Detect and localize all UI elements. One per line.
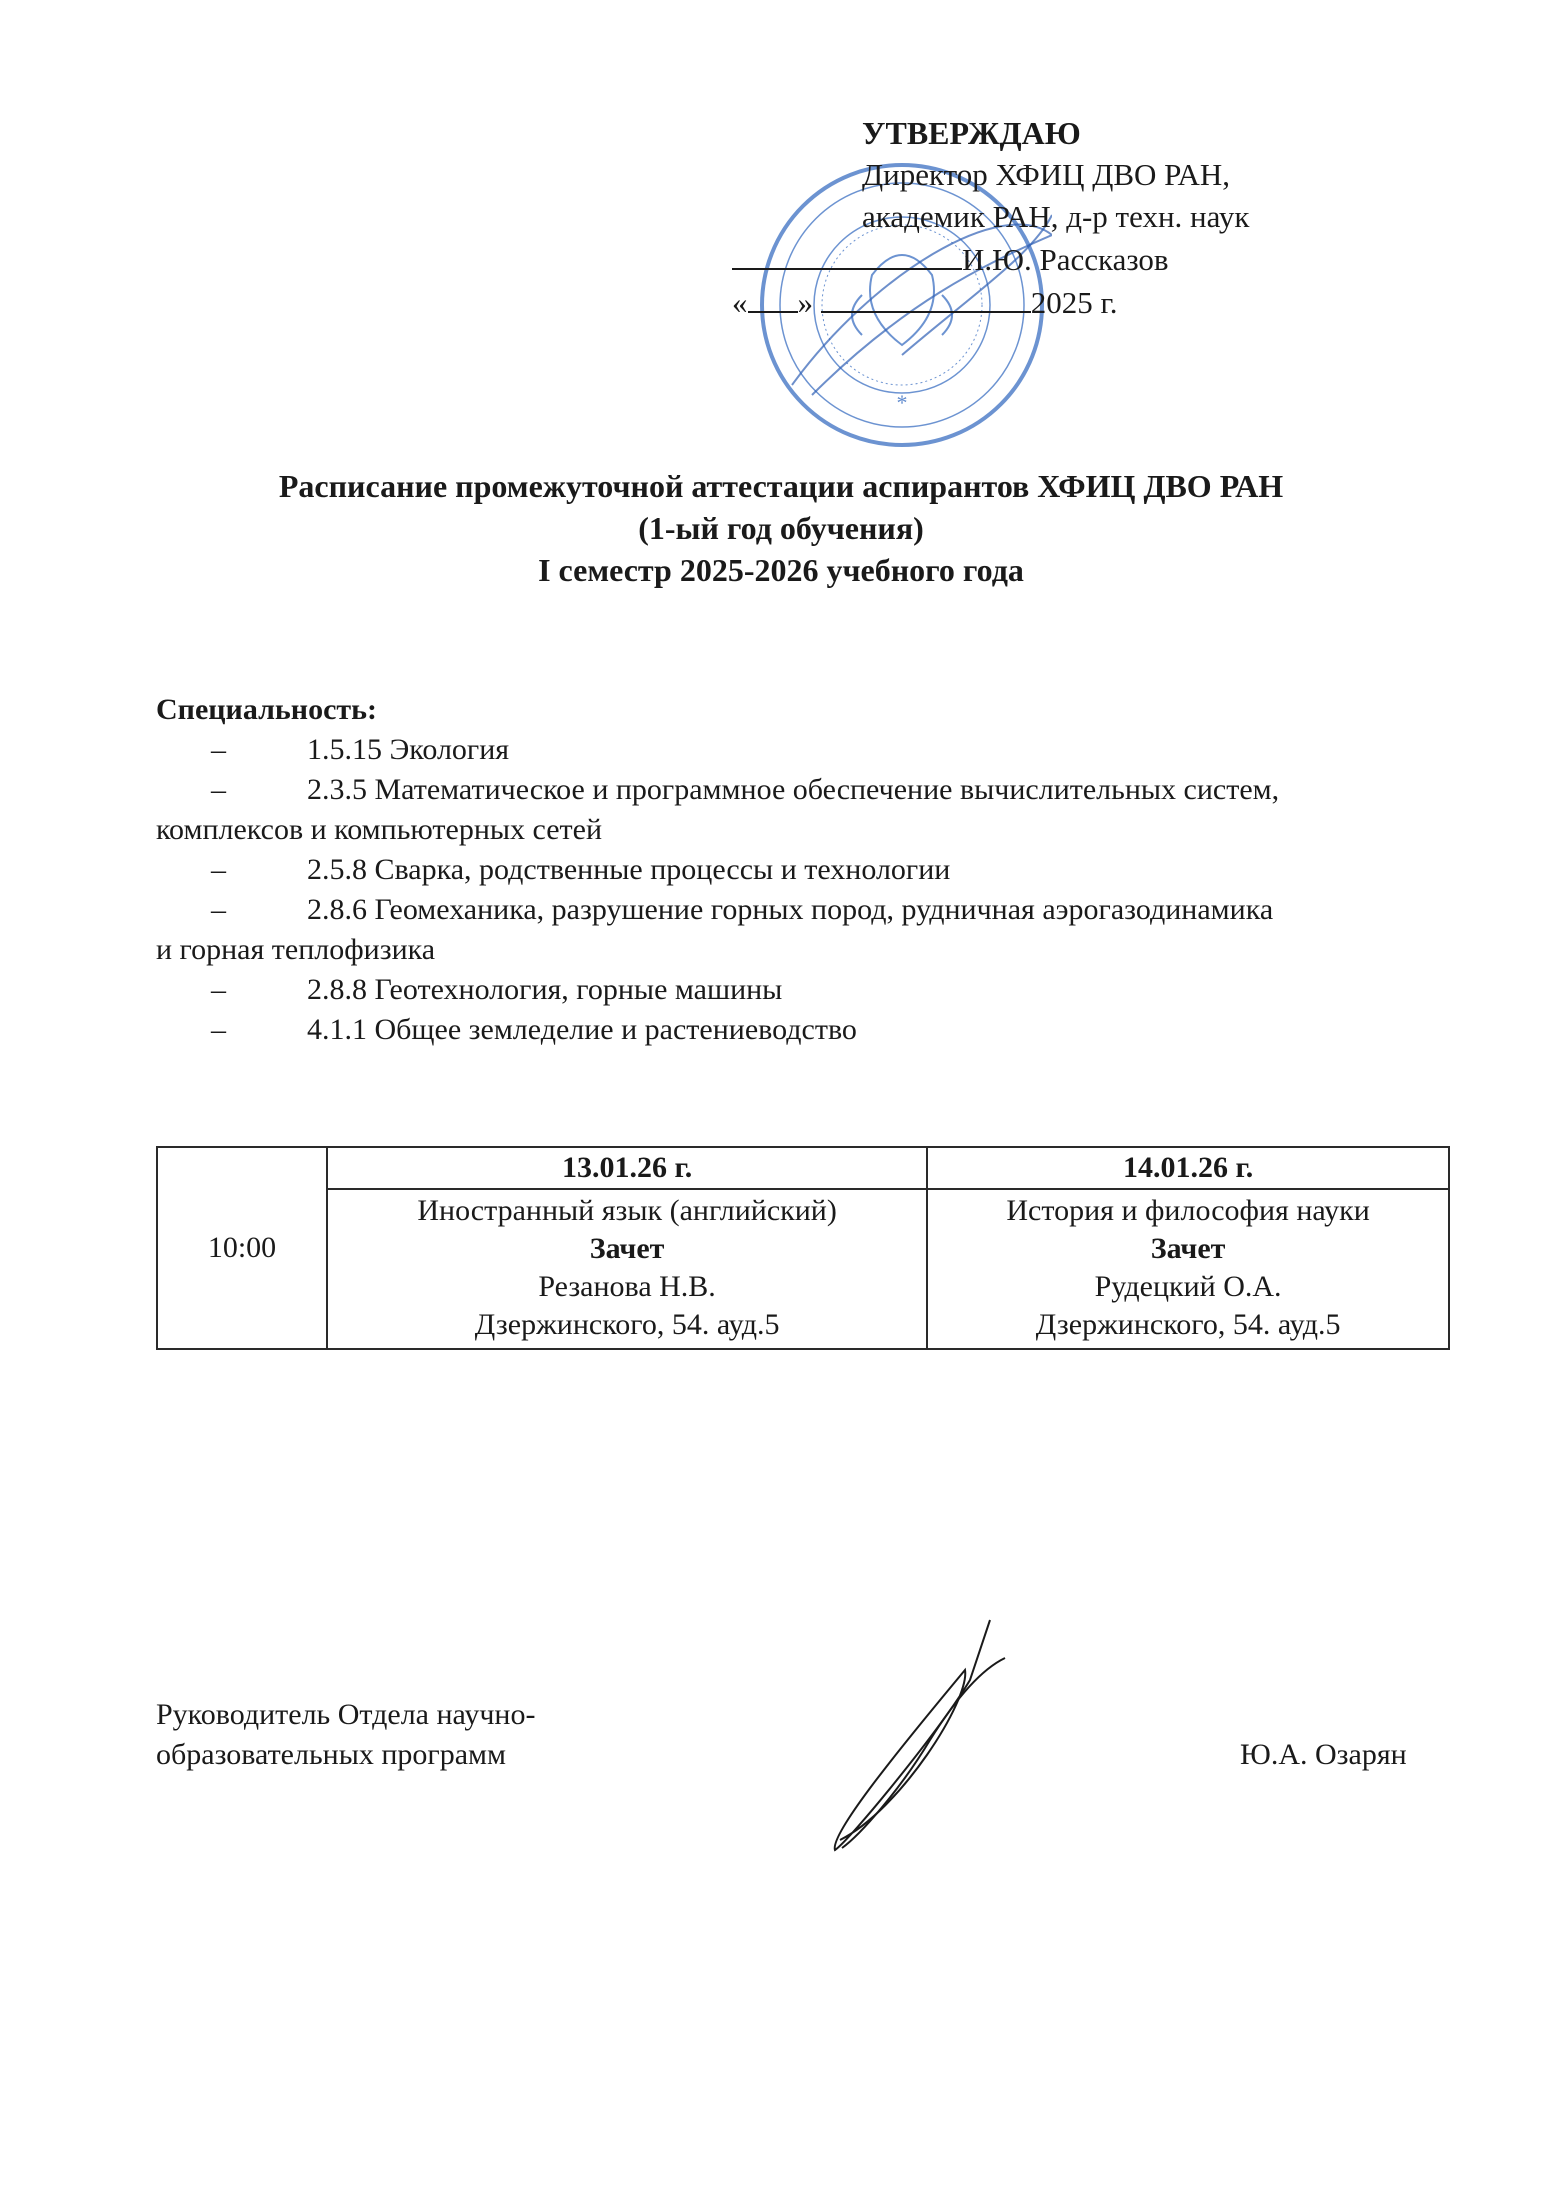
approver-signature-line (732, 238, 1422, 281)
handwritten-signature-icon (790, 1610, 1030, 1870)
specialty-item-continuation: комплексов и компьютерных сетей (156, 813, 603, 846)
approval-date-line (732, 281, 1422, 324)
day-blank (748, 281, 798, 313)
specialty-item-continuation: и горная теплофизика (156, 933, 436, 966)
exam-cell (927, 1189, 1449, 1349)
exam-location: Дзержинского, 54. ауд.5 (474, 1308, 780, 1341)
specialties-label: Специальность: (156, 693, 377, 726)
exam-subject: Иностранный язык (английский) (417, 1194, 837, 1227)
specialty-item: – 2.5.8 Сварка, родственные процессы и технологии (211, 853, 951, 886)
approval-block (732, 112, 1422, 324)
svg-text:*: * (896, 390, 908, 415)
approver-degree: академик РАН, д-р техн. наук (862, 199, 1250, 234)
date-header: 13.01.26 г. (327, 1147, 927, 1189)
time-cell: 10:00 (157, 1147, 327, 1349)
signatory-name: Ю.А. Озарян (1240, 1738, 1407, 1771)
exam-teacher: Рудецкий О.А. (1094, 1270, 1282, 1303)
date-quote-open: « (732, 285, 748, 320)
exam-type: Зачет (1150, 1232, 1226, 1265)
specialty-item: – 2.8.8 Геотехнология, горные машины (211, 973, 783, 1006)
exam-teacher: Резанова Н.В. (538, 1270, 716, 1303)
approval-title: УТВЕРЖДАЮ (862, 115, 1081, 151)
heading-line-2: (1-ый год обучения) (638, 510, 924, 546)
specialties-section (156, 690, 1456, 1050)
specialty-item: – 4.1.1 Общее земледелие и растениеводство (211, 1013, 857, 1046)
table-header-row (157, 1147, 1449, 1189)
date-header: 14.01.26 г. (927, 1147, 1449, 1189)
specialty-item: – 2.3.5 Математическое и программное обеспечение вычислительных систем, (211, 773, 1280, 806)
exam-subject: История и философия науки (1006, 1194, 1370, 1227)
table-row (157, 1189, 1449, 1349)
signatory-position: Руководитель Отдела научно- образовательных программ (156, 1698, 536, 1771)
approver-position: Директор ХФИЦ ДВО РАН, (862, 157, 1230, 192)
approver-name: И.Ю. Рассказов (962, 242, 1169, 277)
exam-cell (327, 1189, 927, 1349)
heading-line-1: Расписание промежуточной аттестации аспирантов ХФИЦ ДВО РАН (278, 468, 1284, 504)
specialty-item: – 1.5.15 Экология (211, 733, 510, 766)
exam-type: Зачет (589, 1232, 665, 1265)
month-blank (821, 281, 1031, 313)
document-heading (0, 465, 1562, 591)
signature-blank (732, 238, 962, 270)
exam-location: Дзержинского, 54. ауд.5 (1035, 1308, 1341, 1341)
schedule-table (156, 1146, 1450, 1350)
specialty-item: – 2.8.6 Геомеханика, разрушение горных пород, рудничная аэрогазодинамика (211, 893, 1274, 926)
heading-line-3: I семестр 2025-2026 учебного года (538, 552, 1024, 588)
approval-year: 2025 г. (1030, 285, 1118, 320)
date-quote-close: » (797, 285, 813, 320)
